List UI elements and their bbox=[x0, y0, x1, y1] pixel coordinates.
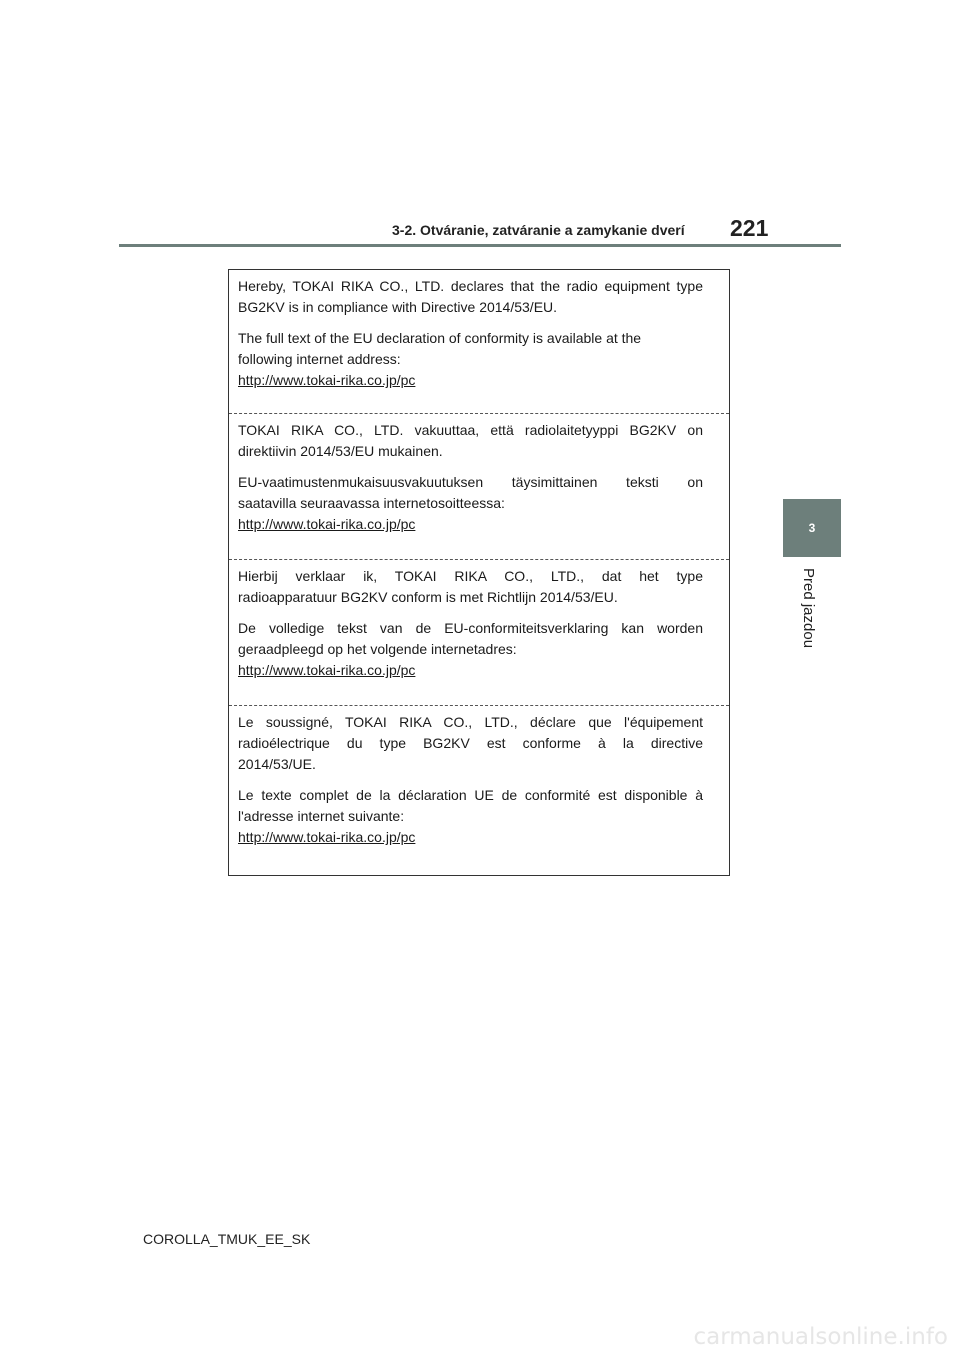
declaration-section-nl bbox=[229, 559, 729, 705]
chapter-number: 3 bbox=[808, 521, 816, 535]
text-line: geraadpleegd op het volgende internetadres: bbox=[238, 641, 517, 657]
text-line: 2014/53/UE. bbox=[238, 756, 316, 772]
header-rule bbox=[119, 244, 841, 247]
text-line: De volledige tekst van de EU-conformiteitsverklaring kan worden bbox=[238, 620, 703, 636]
chapter-label: Pred jazdou bbox=[800, 568, 817, 649]
availability-paragraph bbox=[238, 328, 703, 391]
declaration-url-link[interactable]: http://www.tokai-rika.co.jp/pc bbox=[238, 516, 416, 532]
declaration-url-link[interactable]: http://www.tokai-rika.co.jp/pc bbox=[238, 662, 416, 678]
text-line: Le soussigné, TOKAI RIKA CO., LTD., déclare que l'équipement bbox=[238, 714, 703, 730]
text-line: BG2KV is in compliance with Directive 2014/53/EU. bbox=[238, 299, 558, 315]
section-title: 3-2. Otváranie, zatváranie a zamykanie dverí bbox=[392, 222, 685, 238]
text-line: Hierbij verklaar ik, TOKAI RIKA CO., LTD., dat het type bbox=[238, 568, 703, 584]
text-line: Le texte complet de la déclaration UE de conformité est disponible à bbox=[238, 787, 703, 803]
availability-paragraph bbox=[238, 618, 703, 681]
text-line: EU-vaatimustenmukaisuusvakuutuksen täysimittainen teksti on bbox=[238, 474, 703, 490]
chapter-tab[interactable] bbox=[783, 499, 841, 557]
declaration-section-en bbox=[229, 270, 729, 413]
site-watermark: carmanualsonline.info bbox=[693, 1324, 948, 1350]
document-code: COROLLA_TMUK_EE_SK bbox=[143, 1231, 311, 1247]
availability-paragraph bbox=[238, 472, 703, 535]
declaration-paragraph bbox=[238, 276, 703, 318]
text-line: TOKAI RIKA CO., LTD. vakuuttaa, että radiolaitetyyppi BG2KV on bbox=[238, 422, 703, 438]
availability-paragraph bbox=[238, 785, 703, 848]
text-line: l'adresse internet suivante: bbox=[238, 808, 405, 824]
declaration-section-fr bbox=[229, 705, 729, 876]
declaration-url-link[interactable]: http://www.tokai-rika.co.jp/pc bbox=[238, 372, 416, 388]
text-line: direktiivin 2014/53/EU mukainen. bbox=[238, 443, 443, 459]
text-line: radioélectrique du type BG2KV est conforme à la directive bbox=[238, 735, 703, 751]
text-line: radioapparatuur BG2KV conform is met Richtlijn 2014/53/EU. bbox=[238, 589, 618, 605]
text-line: The full text of the EU declaration of conformity is available at the bbox=[238, 330, 642, 346]
declaration-url-link[interactable]: http://www.tokai-rika.co.jp/pc bbox=[238, 829, 416, 845]
declaration-section-fi bbox=[229, 413, 729, 559]
declaration-paragraph bbox=[238, 712, 703, 775]
text-line: saatavilla seuraavassa internetosoitteessa: bbox=[238, 495, 505, 511]
declaration-box bbox=[228, 269, 730, 876]
declaration-paragraph bbox=[238, 566, 703, 608]
text-line: following internet address: bbox=[238, 351, 401, 367]
declaration-paragraph bbox=[238, 420, 703, 462]
text-line: Hereby, TOKAI RIKA CO., LTD. declares that the radio equipment type bbox=[238, 278, 703, 294]
page-number: 221 bbox=[730, 215, 769, 241]
